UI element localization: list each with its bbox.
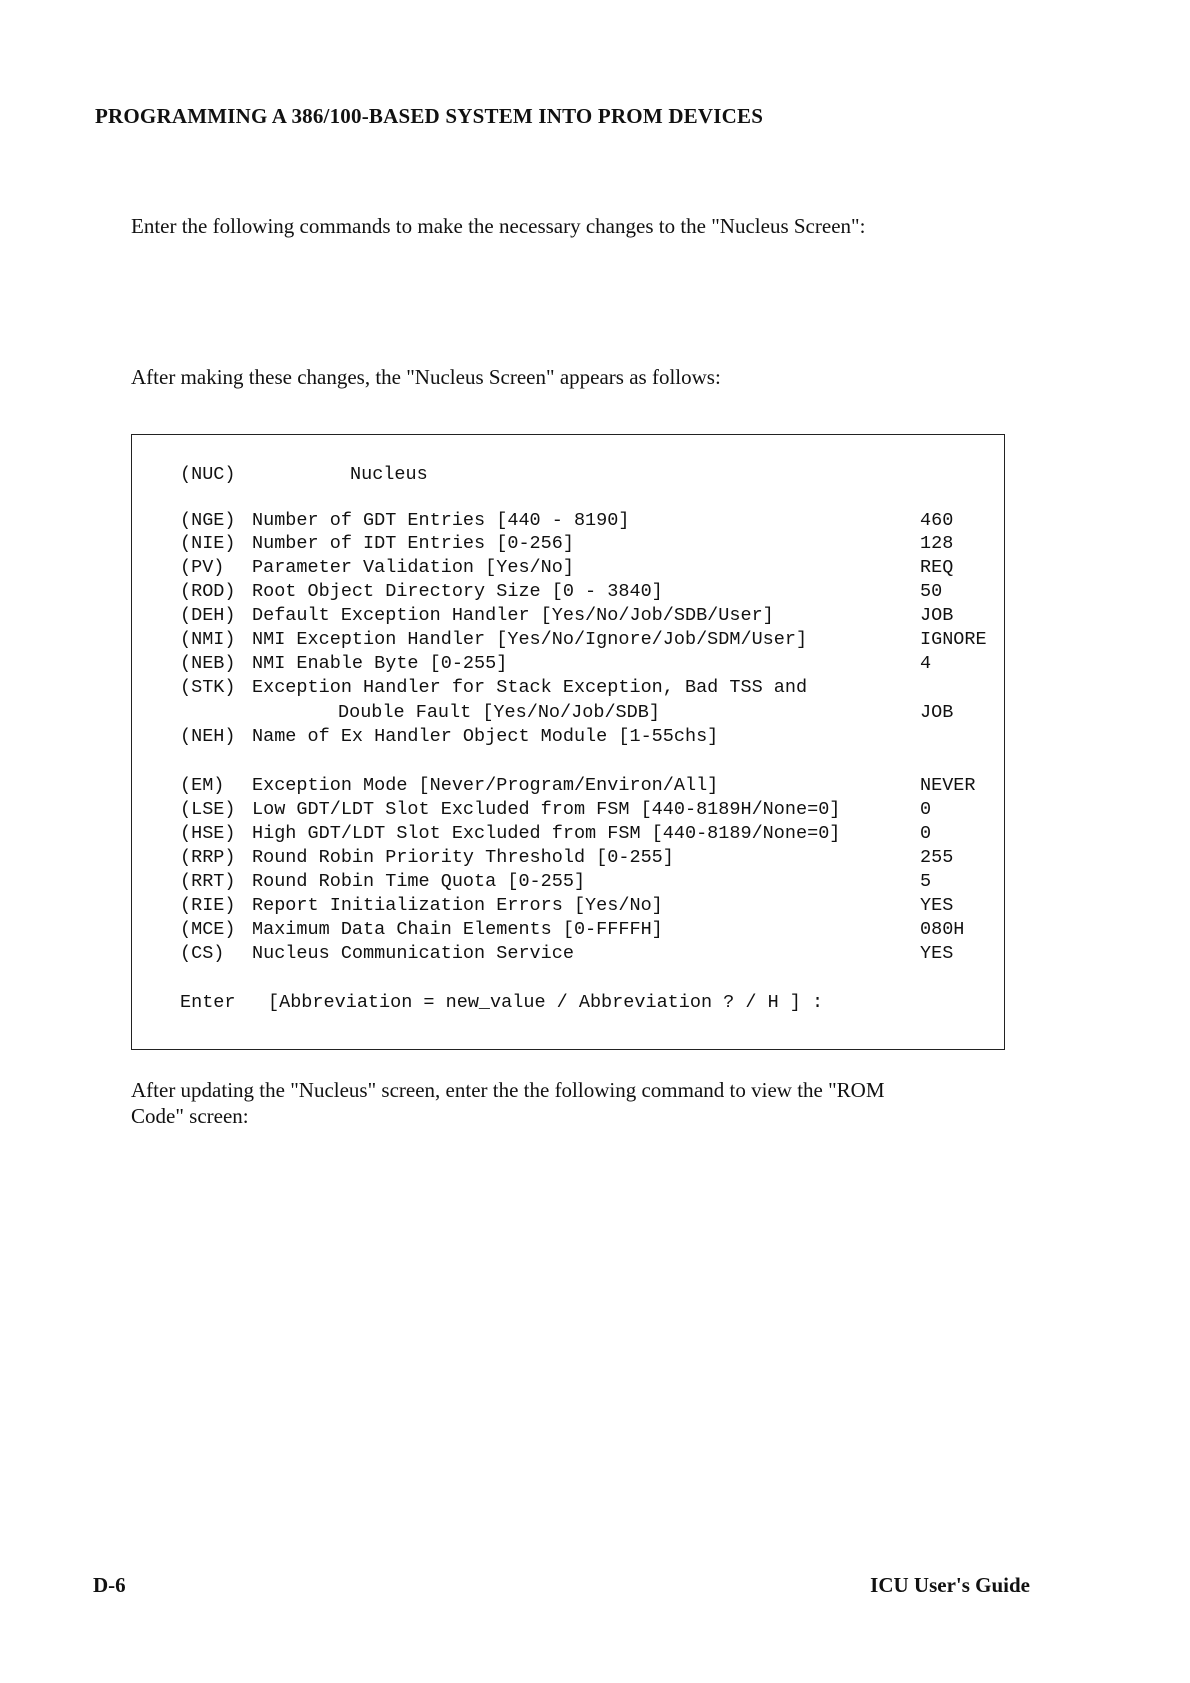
row-code: (ROD) [180, 581, 236, 602]
row-label: Number of GDT Entries [440 - 8190] [252, 510, 630, 531]
row-value: 4 [920, 653, 932, 674]
row-label: Exception Handler for Stack Exception, Bad TSS and [252, 677, 808, 698]
row-label: Nucleus Communication Service [252, 943, 574, 964]
after-changes-paragraph: After making these changes, the "Nucleus Screen" appears as follows: [131, 365, 721, 389]
row-code: (NMI) [180, 629, 236, 650]
row-value: YES [920, 943, 954, 964]
closing-paragraph [131, 1077, 885, 1129]
row-code: (PV) [180, 557, 225, 578]
row-code: (RRP) [180, 847, 236, 868]
row-value: JOB [920, 605, 954, 626]
row-code: (NIE) [180, 533, 236, 554]
row-code: (NGE) [180, 510, 236, 531]
row-value: 0 [920, 799, 932, 820]
row-label: Number of IDT Entries [0-256] [252, 533, 574, 554]
row-code: (STK) [180, 677, 236, 698]
command-prompt[interactable]: [Abbreviation = new_value / Abbreviation ? / H ] : [268, 992, 824, 1013]
row-value: NEVER [920, 775, 976, 796]
row-value: 5 [920, 871, 932, 892]
row-code: (LSE) [180, 799, 236, 820]
row-code: (DEH) [180, 605, 236, 626]
row-label: Report Initialization Errors [Yes/No] [252, 895, 663, 916]
row-code: (NEB) [180, 653, 236, 674]
row-label: Round Robin Priority Threshold [0-255] [252, 847, 674, 868]
page-number: D-6 [93, 1573, 126, 1597]
prompt-label: Enter [180, 992, 236, 1013]
row-code: (EM) [180, 775, 225, 796]
row-value: 50 [920, 581, 943, 602]
guide-title: ICU User's Guide [870, 1573, 1030, 1597]
row-label: NMI Enable Byte [0-255] [252, 653, 508, 674]
row-code: (MCE) [180, 919, 236, 940]
screen-title: Nucleus [350, 464, 428, 485]
row-label: Exception Mode [Never/Program/Environ/All] [252, 775, 719, 796]
row-value: IGNORE [920, 629, 987, 650]
row-value: 080H [920, 919, 965, 940]
screen-code: (NUC) [180, 464, 236, 485]
row-label: High GDT/LDT Slot Excluded from FSM [440-8189/None=0] [252, 823, 841, 844]
row-label: Root Object Directory Size [0 - 3840] [252, 581, 663, 602]
nucleus-screen [131, 434, 1005, 1050]
row-value: 0 [920, 823, 932, 844]
row-value: REQ [920, 557, 954, 578]
page-heading: PROGRAMMING A 386/100-BASED SYSTEM INTO PROM DEVICES [95, 104, 764, 128]
row-label: NMI Exception Handler [Yes/No/Ignore/Job/SDM/User] [252, 629, 808, 650]
row-code: (RIE) [180, 895, 236, 916]
row-label: Default Exception Handler [Yes/No/Job/SDB/User] [252, 605, 774, 626]
closing-line-2: Code" screen: [131, 1104, 249, 1128]
row-code: (HSE) [180, 823, 236, 844]
row-code: (NEH) [180, 726, 236, 747]
row-label: Round Robin Time Quota [0-255] [252, 871, 586, 892]
row-label-continuation: Double Fault [Yes/No/Job/SDB] [338, 702, 660, 723]
row-value: 460 [920, 510, 954, 531]
row-code: (RRT) [180, 871, 236, 892]
row-label: Parameter Validation [Yes/No] [252, 557, 574, 578]
row-value: YES [920, 895, 954, 916]
row-value: JOB [920, 702, 954, 723]
intro-paragraph: Enter the following commands to make the necessary changes to the "Nucleus Screen": [131, 214, 866, 238]
row-code: (CS) [180, 943, 225, 964]
closing-line-1: After updating the "Nucleus" screen, enter the the following command to view the "ROM [131, 1078, 885, 1102]
row-label: Maximum Data Chain Elements [0-FFFFH] [252, 919, 663, 940]
row-value: 128 [920, 533, 954, 554]
row-label: Name of Ex Handler Object Module [1-55chs] [252, 726, 719, 747]
row-label: Low GDT/LDT Slot Excluded from FSM [440-8189H/None=0] [252, 799, 841, 820]
row-value: 255 [920, 847, 954, 868]
